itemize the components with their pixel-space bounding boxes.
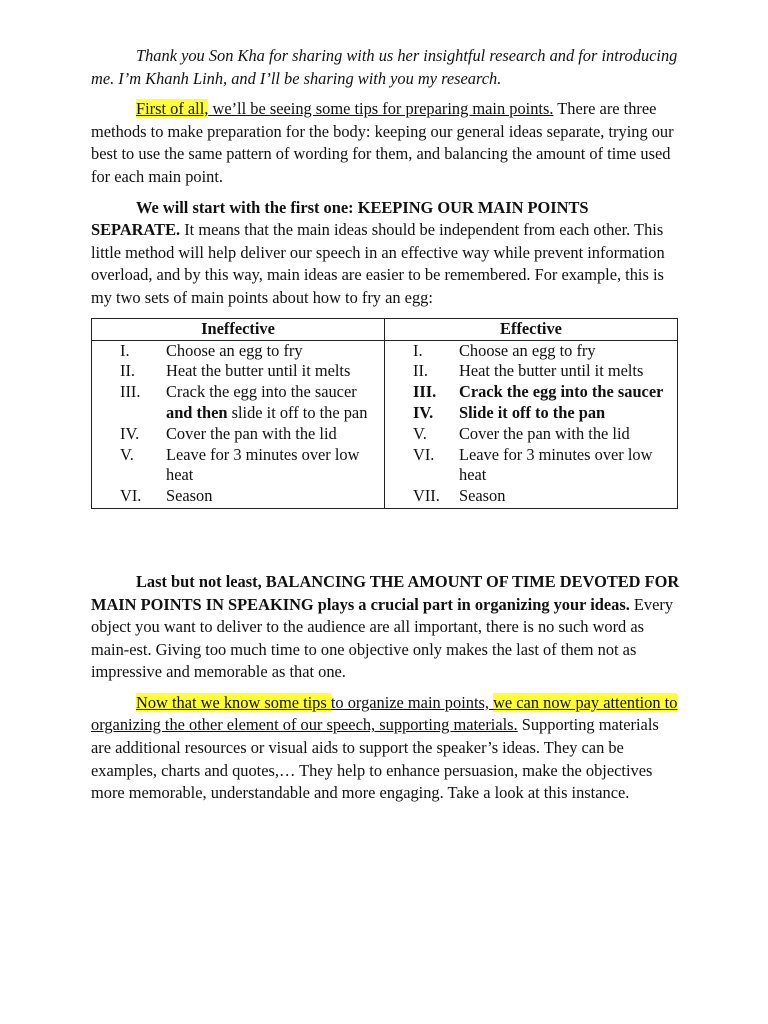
list-item: V. Leave for 3 minutes over low heat — [120, 444, 360, 485]
highlighted-phrase: Now that we know some tips — [136, 692, 331, 712]
paragraph-text: It means that the main ideas should be independent from each other. This little method will help deliver our speech in an effective way while prevent information overload, and by this way, main ideas are easier to be remembered. For example, this is my two sets of main points about how to fry an egg: — [91, 220, 665, 307]
table-row — [92, 340, 678, 508]
list-item: VI. Season — [120, 486, 213, 506]
bold-lead: Last but not least, BALANCING THE AMOUNT OF TIME DEVOTED FOR MAIN POINTS IN SPEAKING plays a crucial part in organizing your ideas. — [91, 571, 680, 614]
list-item: III. Crack the egg into the saucer — [413, 382, 664, 402]
highlighted-phrase: we can now pay attention to — [493, 692, 678, 712]
list-item: I. Choose an egg to fry — [120, 340, 303, 360]
paragraph-text: Supporting materials are additional resources or visual aids to support the speaker’s ideas. They can be examples, charts and quotes,… They help to enhance persuasion, make the objectives more memorable, understandable and more engaging. Take a look at this instance. — [91, 715, 659, 803]
balancing-time-paragraph — [91, 571, 681, 684]
keeping-separate-paragraph — [91, 197, 681, 310]
header-effective: Effective — [385, 318, 678, 340]
list-item: IV. Slide it off to the pan — [413, 402, 606, 422]
list-item: V. Cover the pan with the lid — [413, 423, 630, 443]
supporting-materials-paragraph — [91, 692, 681, 805]
list-item: IV. Cover the pan with the lid — [120, 423, 337, 443]
underlined-phrase: to organize main points, — [330, 692, 494, 712]
comparison-table — [91, 318, 678, 509]
list-item: VII. Season — [413, 486, 506, 506]
highlighted-phrase: First of all, — [136, 99, 209, 119]
document-page — [91, 45, 681, 813]
paragraph-text: There are three methods to make preparation for the body: keeping our general ideas separate, trying our best to use the same pattern of wording for them, and balancing the amount of time used for each main point. — [91, 99, 674, 186]
paragraph-text: Every object you want to deliver to the audience are all important, there is no such word as main-est. Giving too much time to one objective only makes the last of them not as impressive and memorable as that one. — [91, 594, 674, 682]
blank-space — [91, 509, 681, 571]
list-item: VI. Leave for 3 minutes over low heat — [413, 444, 653, 485]
underlined-phrase: organizing the other element of our speech, supporting materials. — [91, 715, 518, 735]
list-item: II. Heat the butter until it melts — [413, 361, 644, 381]
underlined-phrase: we’ll be seeing some tips for preparing main points. — [208, 99, 554, 119]
ineffective-list — [92, 340, 385, 508]
list-item: III. Crack the egg into the saucer and then slide it off to the pan — [120, 382, 368, 422]
bold-lead: We will start with the first one: KEEPING OUR MAIN POINTS SEPARATE. — [91, 197, 589, 240]
intro-paragraph: Thank you Son Kha for sharing with us her insightful research and for introducing me. I’m Khanh Linh, and I’ll be sharing with you my research. — [91, 46, 678, 88]
list-item: II. Heat the butter until it melts — [120, 361, 351, 381]
first-tips-paragraph — [91, 98, 681, 188]
table-header-row — [92, 318, 678, 340]
list-item: I. Choose an egg to fry — [413, 340, 596, 360]
effective-list — [385, 340, 678, 508]
header-ineffective: Ineffective — [92, 318, 385, 340]
